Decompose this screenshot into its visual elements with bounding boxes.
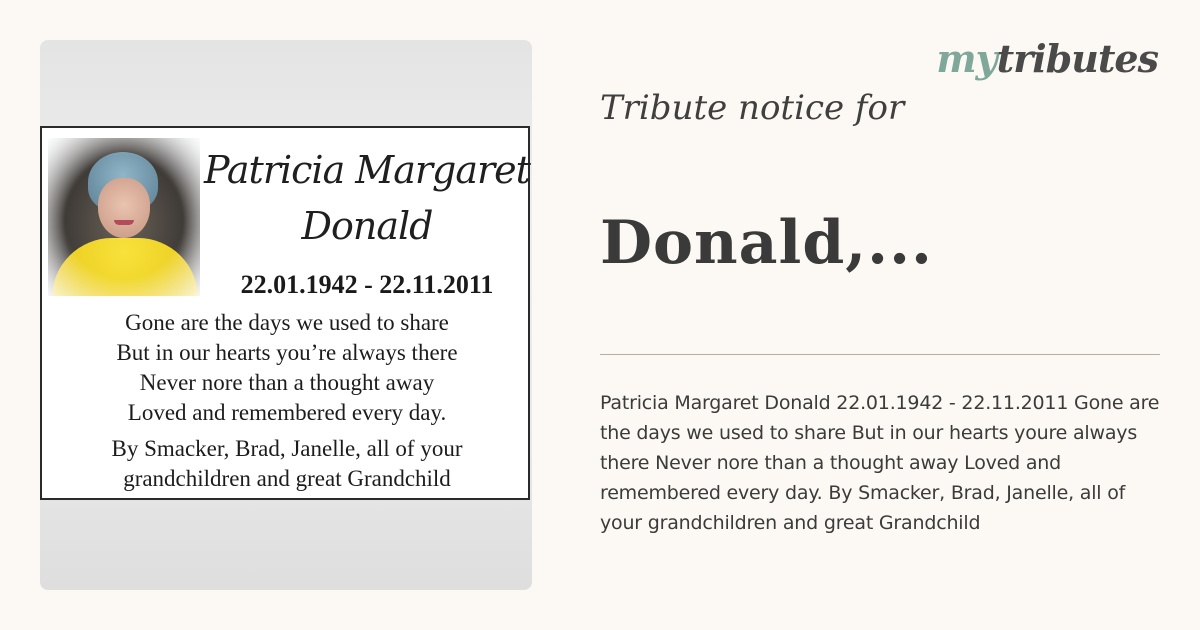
- notice-verse-line: But in our hearts you’re always there: [116, 340, 458, 365]
- logo-my: my: [936, 36, 997, 81]
- notice-clipping: [40, 126, 530, 500]
- tribute-notice-image: [40, 40, 532, 590]
- notice-text: Patricia Margaret Donald 22.01.1942 - 22.11.2011 Gone are the days we used to share But in our hearts youre always there Never nore than a thought away Loved and remembered every day. By Smacker, Brad, Janelle, all of your grandchildren and great Grandchild: [600, 392, 1160, 534]
- notice-verse-line: Loved and remembered every day.: [127, 400, 447, 425]
- notice-verse-line: Gone are the days we used to share: [125, 310, 449, 335]
- notice-name-line-2: Donald: [301, 204, 433, 248]
- deceased-name-title: Donald,...: [600, 208, 933, 278]
- notice-verse-line: grandchildren and great Grandchild: [123, 466, 451, 491]
- notice-verse-line: By Smacker, Brad, Janelle, all of your: [111, 436, 463, 461]
- logo-tributes: tributes: [996, 36, 1158, 81]
- page-heading: Tribute notice for: [600, 88, 905, 128]
- mytributes-logo[interactable]: [936, 36, 1158, 81]
- notice-deceased-name: [202, 142, 532, 254]
- notice-verse-line: Never nore than a thought away: [139, 370, 435, 395]
- notice-name-line-1: Patricia Margaret: [204, 148, 530, 192]
- notice-dates: 22.01.1942 - 22.11.2011: [240, 270, 494, 299]
- portrait-photo: [48, 138, 200, 296]
- divider: [600, 354, 1160, 355]
